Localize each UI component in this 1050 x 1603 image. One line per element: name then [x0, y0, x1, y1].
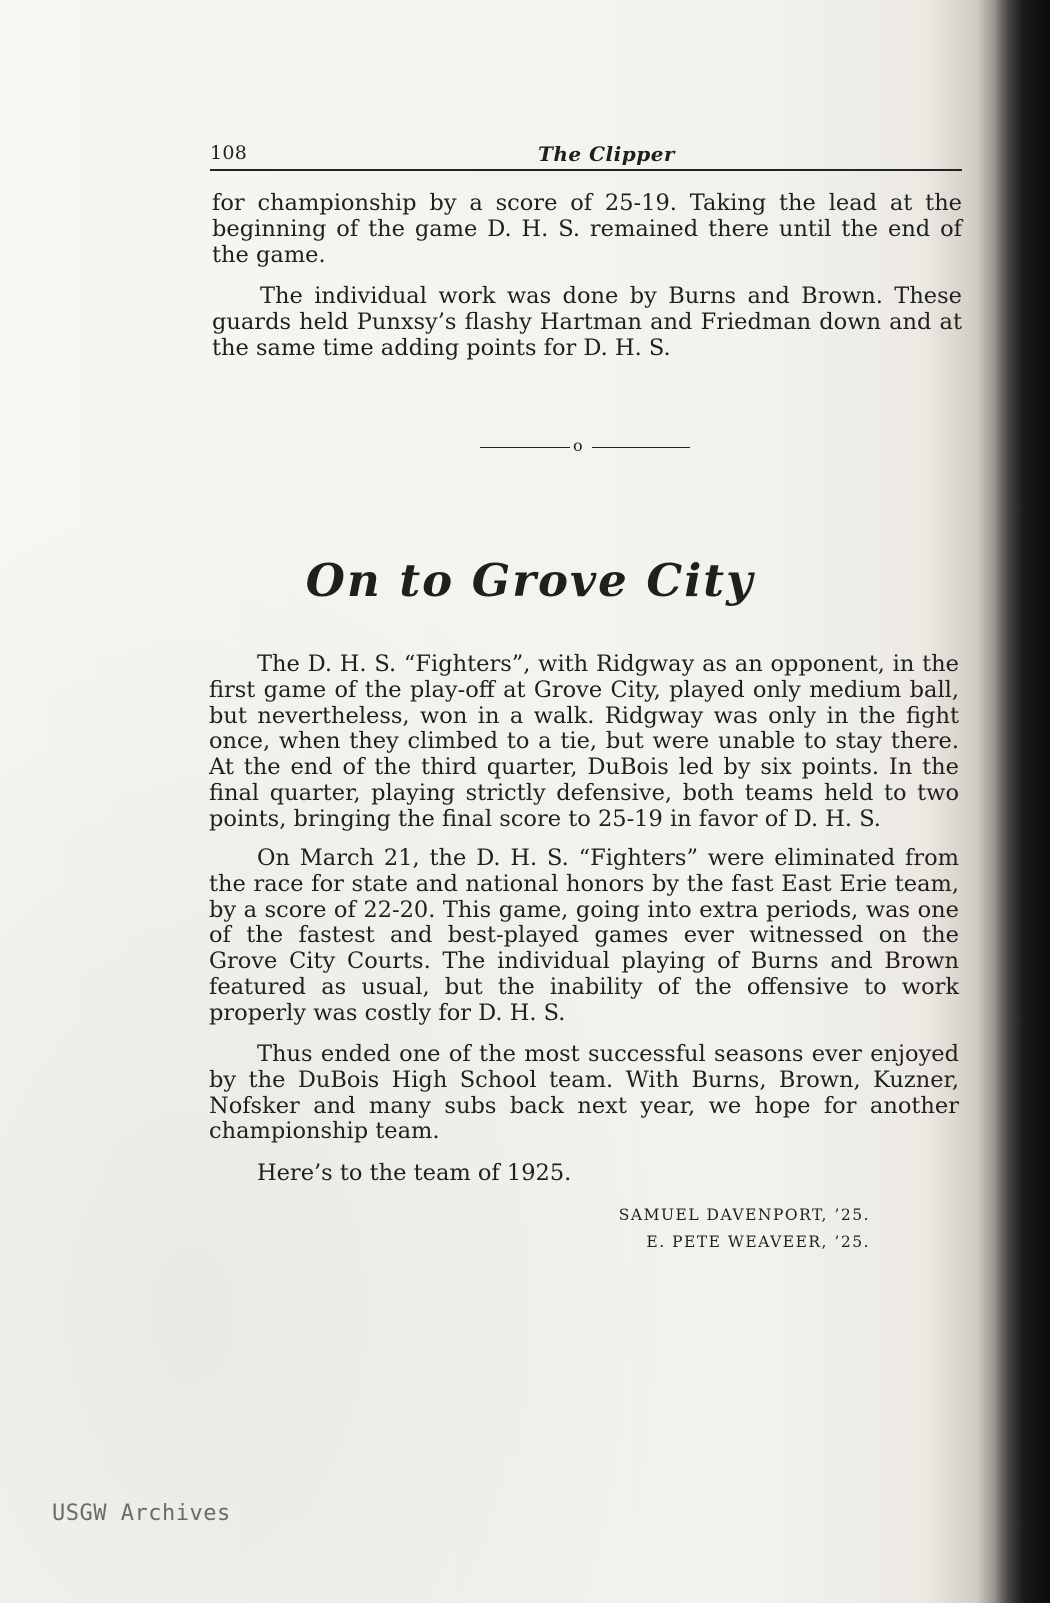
running-title: The Clipper — [538, 142, 675, 166]
article-paragraph: Thus ended one of the most successful seasons ever enjoyed by the DuBois High School team. With Burns, Brown, Kuzner, Nofsker and many subs back next year, we hope for another championship team. — [209, 1041, 959, 1145]
separator-mark: o — [573, 436, 583, 455]
article-paragraph: On March 21, the D. H. S. “Fighters” were eliminated from the race for state and national honors by the fast East Erie team, by a score of 22-20. This game, going into extra periods, was one of the fastest and best-played games ever witnessed on the Grove City Courts. The individual playing of Burns and Brown featured as usual, but the inability of the offensive to work properly was costly for D. H. S. — [209, 845, 959, 1026]
separator-line-right — [592, 447, 690, 448]
page-header — [210, 138, 962, 168]
continued-paragraph: for championship by a score of 25-19. Taking the lead at the beginning of the game D. H. S. remained there until the end of the game. — [212, 190, 962, 268]
author-signature: E. PETE WEAVEER, ’25. — [646, 1233, 870, 1251]
author-signature: SAMUEL DAVENPORT, ’25. — [618, 1206, 870, 1224]
archive-watermark: USGW Archives — [52, 1501, 231, 1526]
header-rule — [210, 169, 962, 171]
article-paragraph: The D. H. S. “Fighters”, with Ridgway as an opponent, in the first game of the play-off at Grove City, played only medium ball, but nevertheless, won in a walk. Ridgway was only in the fight once, when they climbed to a tie, but were unable to stay there. At the end of the third quarter, DuBois led by six points. In the final quarter, playing strictly defensive, both teams held to two points, bringing the final score to 25-19 in favor of D. H. S. — [209, 651, 959, 832]
continued-paragraph: The individual work was done by Burns and Brown. These guards held Punxsy’s flashy Hartman and Friedman down and at the same time adding points for D. H. S. — [212, 283, 962, 361]
book-spine-shadow — [995, 0, 1050, 1603]
separator-line-left — [480, 447, 570, 448]
article-paragraph: Here’s to the team of 1925. — [257, 1160, 572, 1186]
page-number: 108 — [210, 142, 248, 164]
section-separator — [480, 436, 690, 455]
section-title: On to Grove City — [305, 554, 755, 607]
